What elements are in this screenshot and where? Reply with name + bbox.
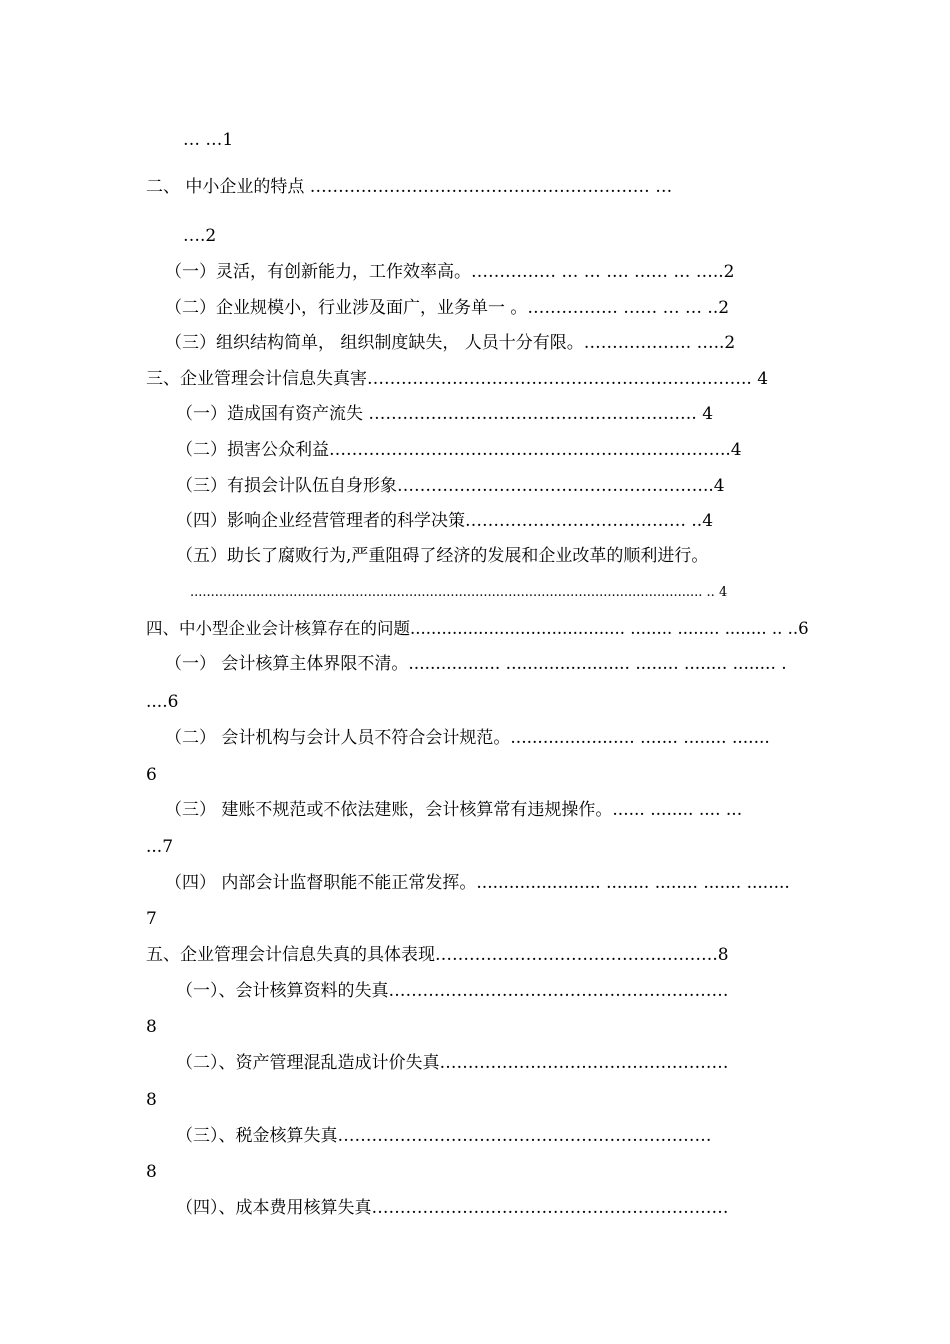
toc-line: ....6 [146,692,179,712]
toc-line: ...7 [146,837,174,857]
toc-line: （一） 会计核算主体界限不清。................. ....................... ........ ........ ........ . [165,654,787,674]
toc-line: （二）损害公众利益……………………………………………………………..4 [176,440,742,460]
toc-line: （四）、成本费用核算失真……………………………………………………… [176,1198,729,1218]
toc-line: （二）、资产管理混乱造成计价失真…………………………………………… [176,1053,729,1073]
toc-line: （二）企业规模小，行业涉及面广，业务单一 。……………. …… … … ..2 [165,298,730,318]
toc-line: 8 [146,1017,157,1037]
toc-line: 8 [146,1162,157,1182]
toc-line: （三） 建账不规范或不依法建账，会计核算常有违规操作。...... ........ .... ... [165,800,743,820]
toc-line: 四、中小型企业会计核算存在的问题......................................... ........ ........ ........ .. ..6 [146,619,809,638]
toc-line: ............................................................................................................................ .. 4 [190,585,728,600]
toc-line: … …1 [183,130,234,150]
toc-line: ….2 [183,226,217,246]
toc-line: （三）、税金核算失真………………………………………………………… [176,1126,712,1146]
toc-line: （一）造成国有资产流失 …………………………………………………. 4 [176,404,714,424]
toc-line: （三）有损会计队伍自身形象………………………………………………..4 [176,476,725,496]
toc-line: 三、企业管理会计信息失真害………………………………………………………….. 4 [146,369,769,389]
toc-line: （一）灵活，有创新能力，工作效率高。…………… … … …. …… … …..2 [165,262,735,282]
toc-line: 二、 中小企业的特点 …………………………………………………… … [146,177,673,197]
toc-line: 五、企业管理会计信息失真的具体表现………………………………….……….8 [146,945,729,965]
toc-line: （一）、会计核算资料的失真…………………………………………………… [176,981,729,1001]
toc-line: （三）组织结构简单， 组织制度缺失， 人员十分有限。………………. …..2 [165,333,736,353]
toc-line: 7 [146,909,157,929]
toc-line: （五）助长了腐败行为,严重阻碍了经济的发展和企业改革的顺利进行。 [176,546,709,566]
toc-line: 6 [146,765,157,785]
toc-line: 8 [146,1090,157,1110]
toc-line: （四）影响企业经营管理者的科学决策………………………………… ..4 [176,511,714,531]
toc-line: （二） 会计机构与会计人员不符合会计规范。....................... ....... ........ ....... [165,728,770,748]
toc-line: （四） 内部会计监督职能不能正常发挥。....................... ........ ........ ....... ........ [165,873,790,893]
